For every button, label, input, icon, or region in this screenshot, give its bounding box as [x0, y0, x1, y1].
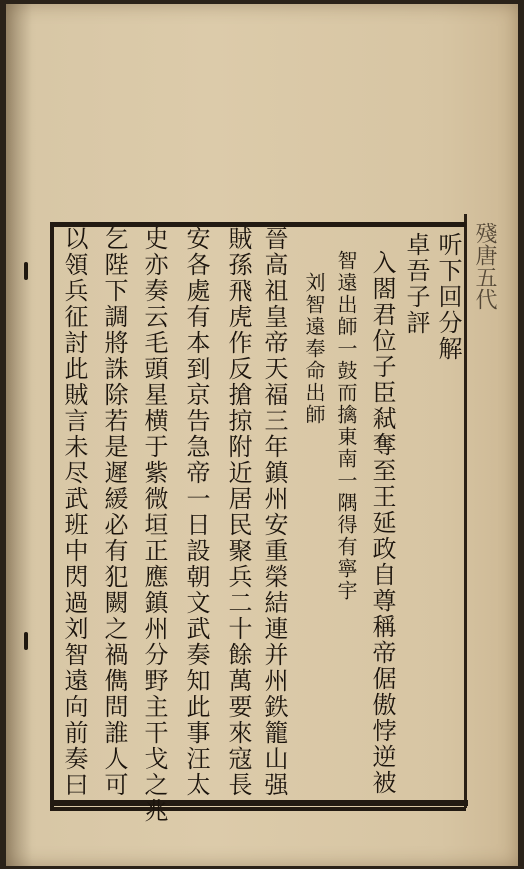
- text-column-1: 听下回分解: [434, 232, 462, 362]
- frame-bottom-rule: [50, 800, 468, 806]
- binding-hole: [24, 632, 28, 650]
- text-column-8: 安各處有本到京告急帝一日設朝文武奏知此事汪太: [182, 226, 210, 798]
- text-column-9: 史亦奏云毛頭星横于紫微垣正應鎮州分野主干戈之兆: [140, 226, 168, 824]
- text-column-4: 智遠出師一鼓而擒東南一隅得有寧宇: [334, 250, 358, 602]
- text-column-7: 賊孫飛虎作反搶掠附近居民聚兵二十餘萬要來寇長: [224, 226, 252, 798]
- text-column-6: 晉高祖皇帝天福三年鎮州安重榮結連并州鉄籠山强: [260, 226, 288, 798]
- margin-title: 殘唐五代: [472, 222, 497, 310]
- text-column-5: 刘智遠奉命出師: [302, 272, 326, 426]
- text-column-2: 卓吾子評: [402, 232, 430, 336]
- binding-hole: [24, 262, 28, 280]
- text-column-3: 入閤君位子臣弒奪至王延政自尊稱帝倨傲悖逆被: [368, 250, 396, 796]
- text-column-11: 以領兵征討此賊言未尽武班中閃過刘智遠向前奏曰: [60, 226, 88, 798]
- text-column-10: 乞陛下調將誅除若是遲緩必有犯闕之禍儁問誰人可: [100, 226, 128, 798]
